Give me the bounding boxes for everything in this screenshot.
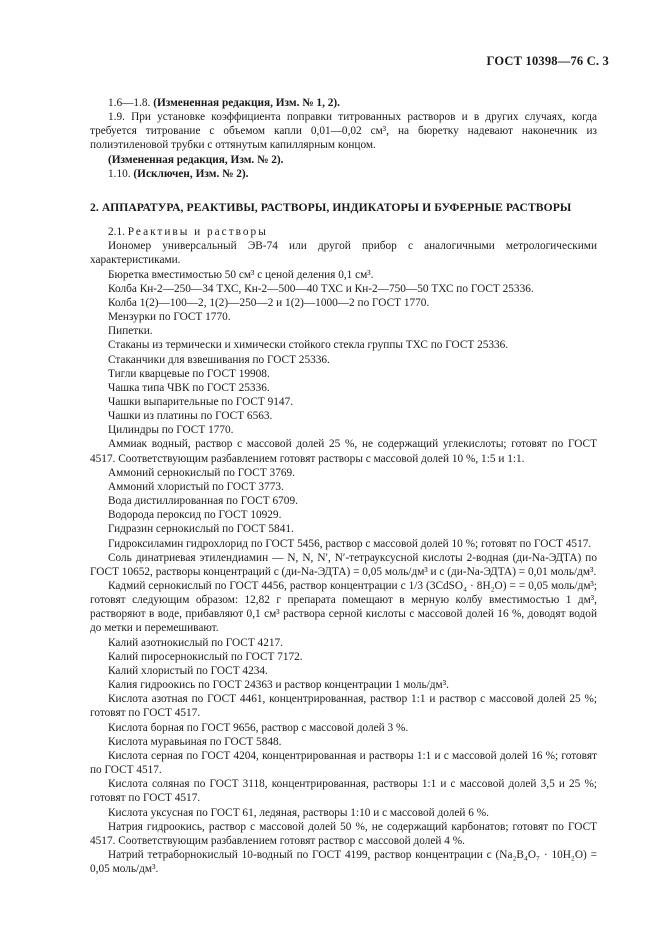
list-item: Натрий тетраборнокислый 10-водный по ГОСТ 4199, раствор концентрации с (Na₂B₄O₇ · 10H₂O) = 0,05 моль/дм³. — [90, 848, 597, 876]
list-item: Гидразин сернокислый по ГОСТ 5841. — [108, 523, 294, 536]
list-item: Соль динатриевая этилендиамин — N, N, N′, N′-тетрауксусной кислоты 2-водная (ди-Na-ЭДТА) по ГОСТ 10652, растворы концентраций с (ди-Na-ЭДТА) = 0,05 моль/дм³ и с (ди-Na-ЭДТА) = 0,01 моль/дм³. — [90, 551, 597, 578]
clause-number: 1.6—1.8. — [108, 97, 154, 109]
list-item: Гидроксиламин гидрохлорид по ГОСТ 5456, раствор с массовой долей 10 %; готовят по ГОСТ 4517. — [108, 537, 592, 550]
list-item: Кислота уксусная по ГОСТ 61, ледяная, растворы 1:10 и с массовой долей 6 %. — [108, 806, 489, 819]
list-item: Калий пиросернокислый по ГОСТ 7172. — [108, 650, 303, 663]
list-item: Стаканчики для взвешивания по ГОСТ 25336. — [108, 353, 330, 366]
list-item: Кислота муравьиная по ГОСТ 5848. — [108, 735, 282, 748]
document-body — [90, 96, 597, 876]
clause-1-10 — [90, 167, 597, 181]
amendment-note: (Исключен, Изм. № 2). — [133, 167, 249, 180]
list-item: Калий хлористый по ГОСТ 4234. — [108, 664, 268, 677]
clause-1-9: 1.9. При установке коэффициента поправки титрованных растворов и в других случаях, когда требуется титрование с объемом капли 0,01—0,02 см³, на бюретку надевают наконечник из полиэтиленовой трубки с оттянутым капиллярным концом. — [90, 111, 597, 152]
list-item: Колба Кн-2—250—34 ТХС, Кн-2—500—40 ТХС и Кн-2—750—50 ТХС по ГОСТ 25336. — [108, 282, 534, 295]
list-item: Кислота борная по ГОСТ 9656, раствор с массовой долей 3 %. — [108, 721, 409, 734]
page-header: ГОСТ 10398—76 С. 3 — [486, 54, 609, 68]
list-item: Аммоний хлористый по ГОСТ 3773. — [108, 480, 284, 493]
list-item: Аммоний сернокислый по ГОСТ 3769. — [108, 466, 295, 479]
section-title: 2. АППАРАТУРА, РЕАКТИВЫ, РАСТВОРЫ, ИНДИКАТОРЫ И БУФЕРНЫЕ РАСТВОРЫ — [90, 200, 572, 214]
list-item: Колба 1(2)—100—2, 1(2)—250—2 и 1(2)—1000—2 по ГОСТ 1770. — [108, 296, 430, 309]
clause-2-1 — [90, 225, 597, 239]
clause-heading: Реактивы и растворы — [127, 226, 268, 239]
list-item: Калия гидроокись по ГОСТ 24363 и раствор концентрации 1 моль/дм³. — [108, 679, 449, 692]
list-item: Стаканы из термически и химически стойкого стекла группы ТХС по ГОСТ 25336. — [108, 339, 509, 352]
list-item: Калий азотнокислый по ГОСТ 4217. — [108, 636, 283, 649]
list-item: Иономер универсальный ЭВ-74 или другой прибор с аналогичными метрологическими характеристиками. — [90, 240, 597, 267]
list-item: Цилиндры по ГОСТ 1770. — [108, 424, 234, 437]
list-item: Чашка типа ЧВК по ГОСТ 25336. — [108, 381, 270, 394]
list-item: Чашки из платины по ГОСТ 6563. — [108, 410, 273, 423]
list-item: Пипетки. — [108, 325, 153, 338]
list-item: Кадмий сернокислый по ГОСТ 4456, раствор концентрации с 1/3 (3CdSO₄ · 8H₂O) = = 0,05 моль/дм³; готовят следующим образом: 12,82 г препарата помещают в мерную колбу вместимостью 1 дм³, растворяют в воде, прибавляют 0,1 см³ раствора серной кислоты с массовой долей 16 %, доводят водой до метки и перемешивают. — [90, 580, 597, 635]
list-item: Кислота серная по ГОСТ 4204, концентрированная и растворы 1:1 и с массовой долей 16 %; готовят по ГОСТ 4517. — [90, 749, 597, 777]
list-item: Мензурки по ГОСТ 1770. — [108, 311, 231, 324]
list-item: Чашки выпарительные по ГОСТ 9147. — [108, 395, 294, 408]
clause-number: 2.1. — [108, 226, 128, 239]
list-item: Натрия гидроокись, раствор с массовой долей 50 %, не содержащий карбонатов; готовят по ГОСТ 4517. Соответствующим разбавлением готовят раствор с массовой долей 4 %. — [90, 820, 597, 847]
list-item: Водорода пероксид по ГОСТ 10929. — [108, 509, 282, 522]
clause-1-6 — [90, 96, 597, 110]
list-item: Вода дистиллированная по ГОСТ 6709. — [108, 495, 298, 508]
list-item: Кислота азотная по ГОСТ 4461, концентрированная, раствор 1:1 и раствор с массовой долей 25 %; готовят по ГОСТ 4517. — [90, 693, 597, 720]
list-item: Бюретка вместимостью 50 см³ с ценой деления 0,1 см³. — [108, 268, 374, 281]
amendment-note: (Измененная редакция, Изм. № 1, 2). — [153, 97, 340, 109]
list-item: Кислота соляная по ГОСТ 3118, концентрированная, растворы 1:1 и с массовой долей 3,5 и 25 %; готовят по ГОСТ 4517. — [90, 778, 597, 805]
amendment-note: (Измененная редакция, Изм. № 2). — [108, 153, 284, 166]
list-item: Аммиак водный, раствор с массовой долей 25 %, не содержащий углекислоты; готовят по ГОСТ 4517. Соответствующим разбавлением готовят растворы с массовой долей 10 %, 1:5 и 1:1. — [90, 438, 597, 465]
list-item: Тигли кварцевые по ГОСТ 19908. — [108, 367, 270, 380]
clause-number: 1.10. — [108, 167, 134, 180]
